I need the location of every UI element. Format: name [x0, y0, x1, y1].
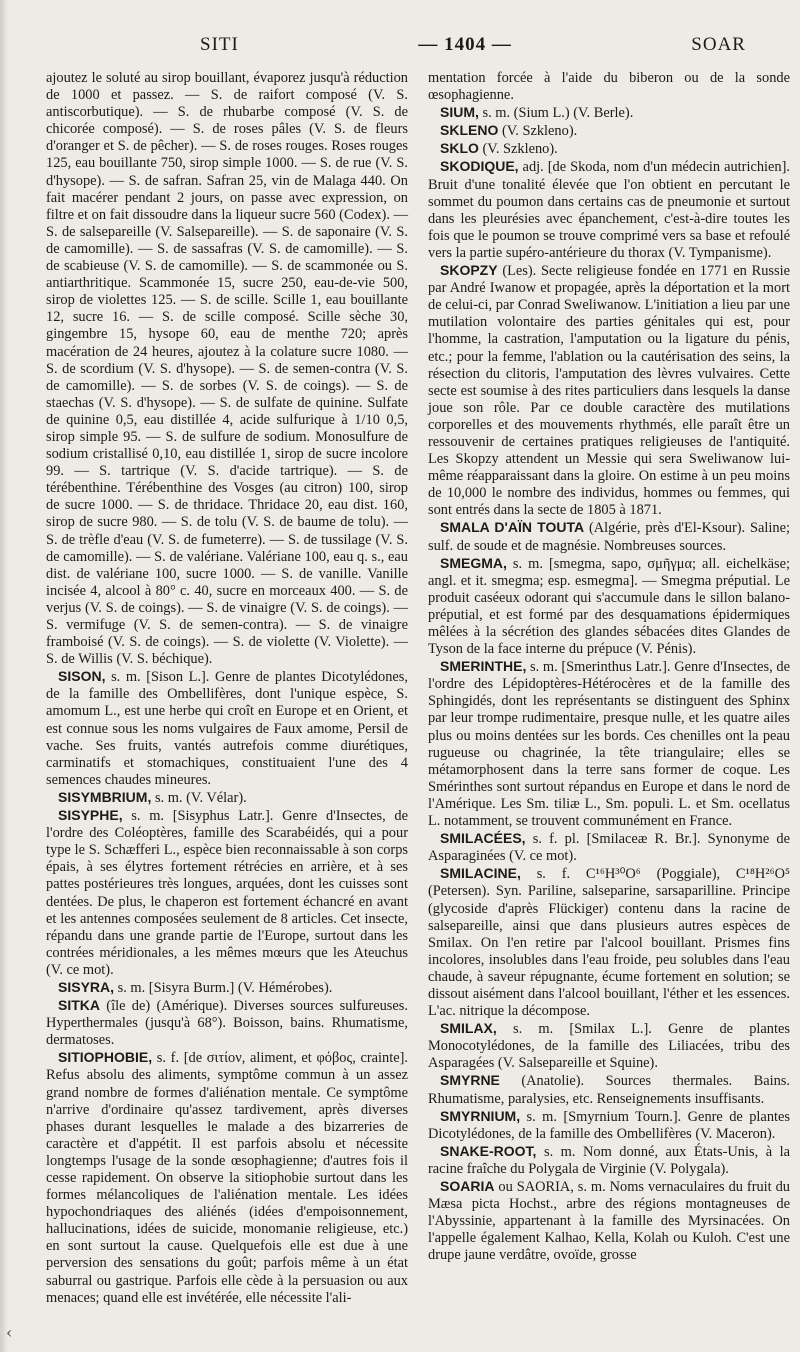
entry-headword: SKOPZY: [440, 262, 498, 279]
entry-text: adj. [de Skoda, nom d'un médecin autrichien]. Bruit d'une tonalité élevée que l'on obtient en percutant le sommet du poumon dans certains cas de pneumonie et surtout dans les pleurésies avec épanchement, c'est-à-dire toutes les fois que le poumon se trouve comprimé vers sa base et refoulé vers la partie supéro-antérieure du thorax (V. Tympanisme).: [428, 159, 790, 261]
dictionary-entry: [428, 1178, 790, 1264]
entry-headword: SNAKE-ROOT,: [440, 1142, 537, 1159]
dictionary-entry: [428, 1143, 790, 1178]
left-column: [46, 70, 408, 1307]
entry-headword: SOARIA: [440, 1178, 495, 1194]
dictionary-entry: [428, 158, 790, 262]
continued-paragraph: mentation forcée à l'aide du biberon ou de la sonde œsophagienne.: [428, 70, 790, 104]
entry-text: (V. Szkleno).: [478, 141, 558, 158]
dictionary-entry: [428, 122, 790, 140]
page-number: — 1404 —: [418, 34, 512, 55]
entry-text: s. m. [Smyrnium Tourn.]. Genre de plantes Dicotylédones, de la famille des Ombellifères (V. Maceron).: [428, 1108, 790, 1142]
dictionary-entry: [428, 830, 790, 865]
entry-text: s. m. [Sisyra Burm.] (V. Hémérobes).: [114, 979, 333, 996]
dictionary-entry: [46, 668, 408, 789]
entry-text: s. f. C¹⁶H³⁰O⁶ (Poggiale), C¹⁸H²⁶O⁵ (Petersen). Syn. Pariline, salseparine, sarsaparilline. Principe (glycoside d'après Flückiger) contenu dans la racine de salsepareille, ainsi que dans plusieurs autres espèces de Smilax. On l'en retire par l'alcool bouillant. Prismes fins incolores, insolubles dans l'eau froide, peu solubles dans l'eau chaude, à saveur répugnante, écume fortement en solution; se dissout aisément dans l'alcool bouillant, l'éther et les essences. L'ac. nitrique la décompose.: [428, 866, 790, 1020]
entry-headword: SITIOPHOBIE,: [58, 1049, 153, 1066]
running-head-right: SOAR: [691, 34, 746, 55]
entry-headword: SKLENO: [440, 122, 499, 139]
entry-text: (Algérie, près d'El-Ksour). Saline; sulf. de soude et de magnésie. Nombreuses sources.: [428, 520, 790, 554]
entry-headword: SMEGMA,: [440, 554, 507, 571]
page-corner-mark: ‹: [6, 1323, 13, 1342]
dictionary-entry: [428, 262, 790, 519]
dictionary-entry: [428, 1072, 790, 1107]
entry-text: s. m. [Smerinthus Latr.]. Genre d'Insectes, de l'ordre des Lépidoptères-Hétérocères et de la famille des Sphingidés, dont les représentants se distinguent des Sphinx par leur trompe rudimentaire, presque nulle, et les quatre ailes plus ou moins dentées sur les bords. Ces chenilles ont la peau rugueuse ou chagrinée, la tête triangulaire; elles se métamorphosent dans la terre sans former de coque. Les Smérinthes sont surtout répandus en Europe et dans le nord de l'Amérique. Les Sm. tiliæ L., Sm. populi. L. et Sm. ocellatus L. notamment, se trouvent communément en France.: [428, 659, 790, 830]
entry-text: (Les). Secte religieuse fondée en 1771 en Russie par André Iwanow et propagée, après la déportation et la mort de celui-ci, par Conrad Sweliwanow. L'initiation a lieu par une mutilation volontaire des parties génitales qui est, pour l'homme, la castration, l'amputation ou la ligature du pénis, etc.; pour la femme, l'ablation ou la cautérisation des seins, la résection du clitoris, l'amputation des lèvres vulvaires. Cette secte est soumise à des rites particuliers dans lesquels la danse joue son rôle. Par ce double caractère des mutilations corporelles et des mouvements rhythmés, elle paraît être un ressouvenir de certaines pratiques religieuses de l'antiquité. Les Skopzy attendent un Messie qui sera Sweliwanow lui-même réapparaissant dans la gloire. On estime à un peu moins de 10,000 le nombre des individus, hommes ou femmes, qui sont entrés dans la secte de 1805 à 1871.: [428, 263, 790, 519]
entry-headword: SMILAX,: [440, 1020, 497, 1037]
entry-headword: SMALA D'AÏN TOUTA: [440, 519, 585, 536]
running-head-left: SITI: [200, 34, 239, 55]
entry-headword: SITKA: [58, 997, 100, 1014]
entry-headword: SMYRNE: [440, 1072, 500, 1089]
dictionary-entry: [428, 519, 790, 554]
entry-text: s. m. (V. Vélar).: [151, 789, 247, 806]
page-binding-edge: [0, 0, 8, 1352]
entry-headword: SMILACÉES,: [440, 830, 526, 847]
entry-headword: SMILACINE,: [440, 865, 521, 882]
dictionary-entry: [428, 104, 790, 122]
dictionary-entry: [428, 865, 790, 1020]
continued-paragraph: ajoutez le soluté au sirop bouillant, évaporez jusqu'à réduction de 1000 et passez. — S. de raifort composé (V. S. antiscorbutique). — S. de rhubarbe composé (V. S. de chicorée composé). — S. de roses pâles (V. S. de fleurs d'oranger et S. de pêcher). — S. de roses rouges. Roses rouges 125, eau bouillante 750, sirop simple 1000. — S. de rue (V. S. d'hysope). — S. de safran. Safran 25, vin de Malaga 440. On fait macérer pendant 2 jours, on passe avec expression, on filtre et on fait dissoudre dans la liqueur sucre 560 (Codex). — S. de salsepareille (V. Salsepareille). — S. de saponaire (V. S. de camomille). — S. de sassafras (V. S. de camomille). — S. de scabieuse (V. S. de camomille). — S. de scammonée ou S. antiarthritique. Scammonée 15, sucre 250, eau-de-vie 500, sirop de violettes 125. — S. de scille. Scille 1, eau bouillante 12, sucre 16. — S. de scille composé. Scille sèche 30, gingembre 15, hysope 60, eau de menthe 720; après macération de 24 heures, ajoutez à la colature sucre 1080. — S. de scordium (V. S. d'hysope). — S. de semen-contra (V. S. de camomille). — S. de sorbes (V. S. de coings). — S. de staechas (V. S. d'hysope). — S. de sulfate de quinine. Sulfate de quinine 0,5, eau distillée 4, acide sulfurique à 1/10 0,5, sirop simple 95. — S. de sulfure de sodium. Monosulfure de sodium cristallisé 0,10, eau distillée 1, sirop de sucre incolore 99. — S. tartrique (V. S. d'acide tartrique). — S. de térébenthine. Térébenthine des Vosges (au citron) 100, sirop de sucre 1000. — S. de thridace. Thridace 20, eau dist. 160, sirop de sucre 980. — S. de tolu (V. S. de baume de tolu). — S. de trèfle d'eau (V. S. de fumeterre). — S. de tussilage (V. S. de camomille). — S. de valériane. Valériane 100, eau q. s., eau dist. de valériane 100, sucre 1000. — S. de vanille. Vanille incisée 4, alcool à 80° c. 40, sucre en morceaux 400. — S. de verjus (V. S. de coings). — S. de vinaigre (V. S. de coings). — S. vermifuge (V. S. de semen-contra). — S. de vinaigre framboisé (V. S. de coings). — S. de violette (V. Violette). — S. de Willis (V. S. béchique).: [46, 70, 408, 668]
text-columns: [46, 70, 790, 1307]
dictionary-entry: [46, 997, 408, 1049]
entry-text: s. f. [de σιτίον, aliment, et φόβος, crainte]. Refus absolu des aliments, symptôme commun à un assez grand nombre de formes d'aliénation mentale. Ce symptôme n'arrive d'ordinaire qu'assez tardivement, après diverses phases durant lesquelles le malade a des bizarreries de caractère et d'appétit. Il est parfois absolu et nécessite longtemps l'usage de la sonde œsophagienne; d'autres fois il cesse rapidement. On observe la sitiophobie surtout dans les formes mélancoliques de l'aliénation mentale. Les idées hypochondriaques des aliénés (idées d'empoisonnement, hallucinations, idées de suicide, monomanie religieuse, etc.) en sont surtout la cause. Quelquefois elle est due à une perversion des sensations du goût; parfois même à un état saburral ou gastrique. Parfois elle cède à la persuasion ou aux menaces; quand elle est invétérée, elle nécessite l'ali-: [46, 1050, 408, 1306]
dictionary-entry: [428, 555, 790, 659]
entry-text: s. m. [smegma, sapo, σμῆγμα; all. eichelkäse; angl. et it. smegma; esp. esmegma]. — Smegma préputial. Le produit caséeux odorant qui s'accumule dans le sillon balano-préputial, et est formé par des desquamations épidermiques mêlées à la sécrétion des glandes sébacées dites Glandes de Tyson de la face interne du prépuce (V. Pénis).: [428, 555, 790, 658]
entry-headword: SMYRNIUM,: [440, 1107, 521, 1124]
dictionary-entry: [46, 807, 408, 979]
entry-headword: SISYPHE,: [58, 807, 123, 824]
dictionary-entry: [428, 1020, 790, 1072]
dictionary-entry: [46, 979, 408, 997]
entry-text: (île de) (Amérique). Diverses sources sulfureuses. Hyperthermales (jusqu'à 68°). Boisson, bains. Rhumatisme, dermatoses.: [46, 998, 408, 1049]
entry-headword: SKODIQUE,: [440, 158, 519, 175]
entry-text: ou SAORIA, s. m. Noms vernaculaires du fruit du Mæsa picta Hochst., arbre des régions montagneuses de l'Abyssinie, appartenant à la famille des Myrsinacées. On l'appelle également Kalhao, Kella, Kolah ou Kuloh. C'est une drupe jaune verdâtre, ovoïde, grosse: [428, 1179, 790, 1264]
right-column: [428, 70, 790, 1307]
entry-text: s. m. [Sisyphus Latr.]. Genre d'Insectes, de l'ordre des Coléoptères, famille des Scarabéidés, qui a pour type le S. Schæfferi L., espèce bien reconnaissable à son corps épais, à ses élytres fortement rétrécies en arrière, et à ses pattes postérieures très longues, arquées, dont les cuisses sont dentées. De plus, le chaperon est fortement échancré en avant et les antennes composées seulement de 8 articles. Cet insecte, répandu dans une grande partie de l'Europe, surtout dans les contrées méridionales, a les mêmes mœurs que les Ateuchus (V. ce mot).: [46, 808, 408, 978]
entry-text: (V. Szkleno).: [498, 123, 578, 140]
dictionary-entry: [428, 140, 790, 158]
entry-text: s. f. pl. [Smilaceæ R. Br.]. Synonyme de Asparaginées (V. ce mot).: [428, 831, 790, 865]
entry-headword: SMERINTHE,: [440, 658, 527, 675]
entry-text: s. m. Nom donné, aux États-Unis, à la racine fraîche du Polygala de Virginie (V. Polygala).: [428, 1143, 790, 1177]
entry-text: (Anatolie). Sources thermales. Bains. Rhumatisme, paralysies, etc. Renseignements insuffisants.: [428, 1073, 790, 1107]
entry-headword: SIUM,: [440, 104, 479, 121]
entry-headword: SISYRA,: [58, 978, 115, 995]
dictionary-entry: [428, 658, 790, 830]
running-head: [46, 34, 790, 70]
entry-headword: SISYMBRIUM,: [58, 788, 152, 805]
dictionary-entry: [46, 789, 408, 807]
entry-text: s. m. [Smilax L.]. Genre de plantes Monocotylédones, de la famille des Liliacées, tribu des Asparagées (V. Salsepareille et Squine).: [428, 1021, 790, 1072]
dictionary-entry: [46, 1049, 408, 1306]
entry-text: s. m. [Sison L.]. Genre de plantes Dicotylédones, de la famille des Ombellifères, dont l'unique espèce, S. amomum L., est une herbe qui croît en Europe et en Orient, et est connue sous les noms vulgaires de Faux amome, Persil de vache. Ses fruits, vantés autrefois comme diurétiques, carminatifs et stomachiques, constituaient l'une des 4 semences chaudes mineures.: [46, 669, 408, 788]
entry-headword: SISON,: [58, 668, 106, 685]
entry-text: s. m. (Sium L.) (V. Berle).: [478, 105, 634, 122]
entry-headword: SKLO: [440, 140, 479, 157]
dictionary-entry: [428, 1108, 790, 1143]
